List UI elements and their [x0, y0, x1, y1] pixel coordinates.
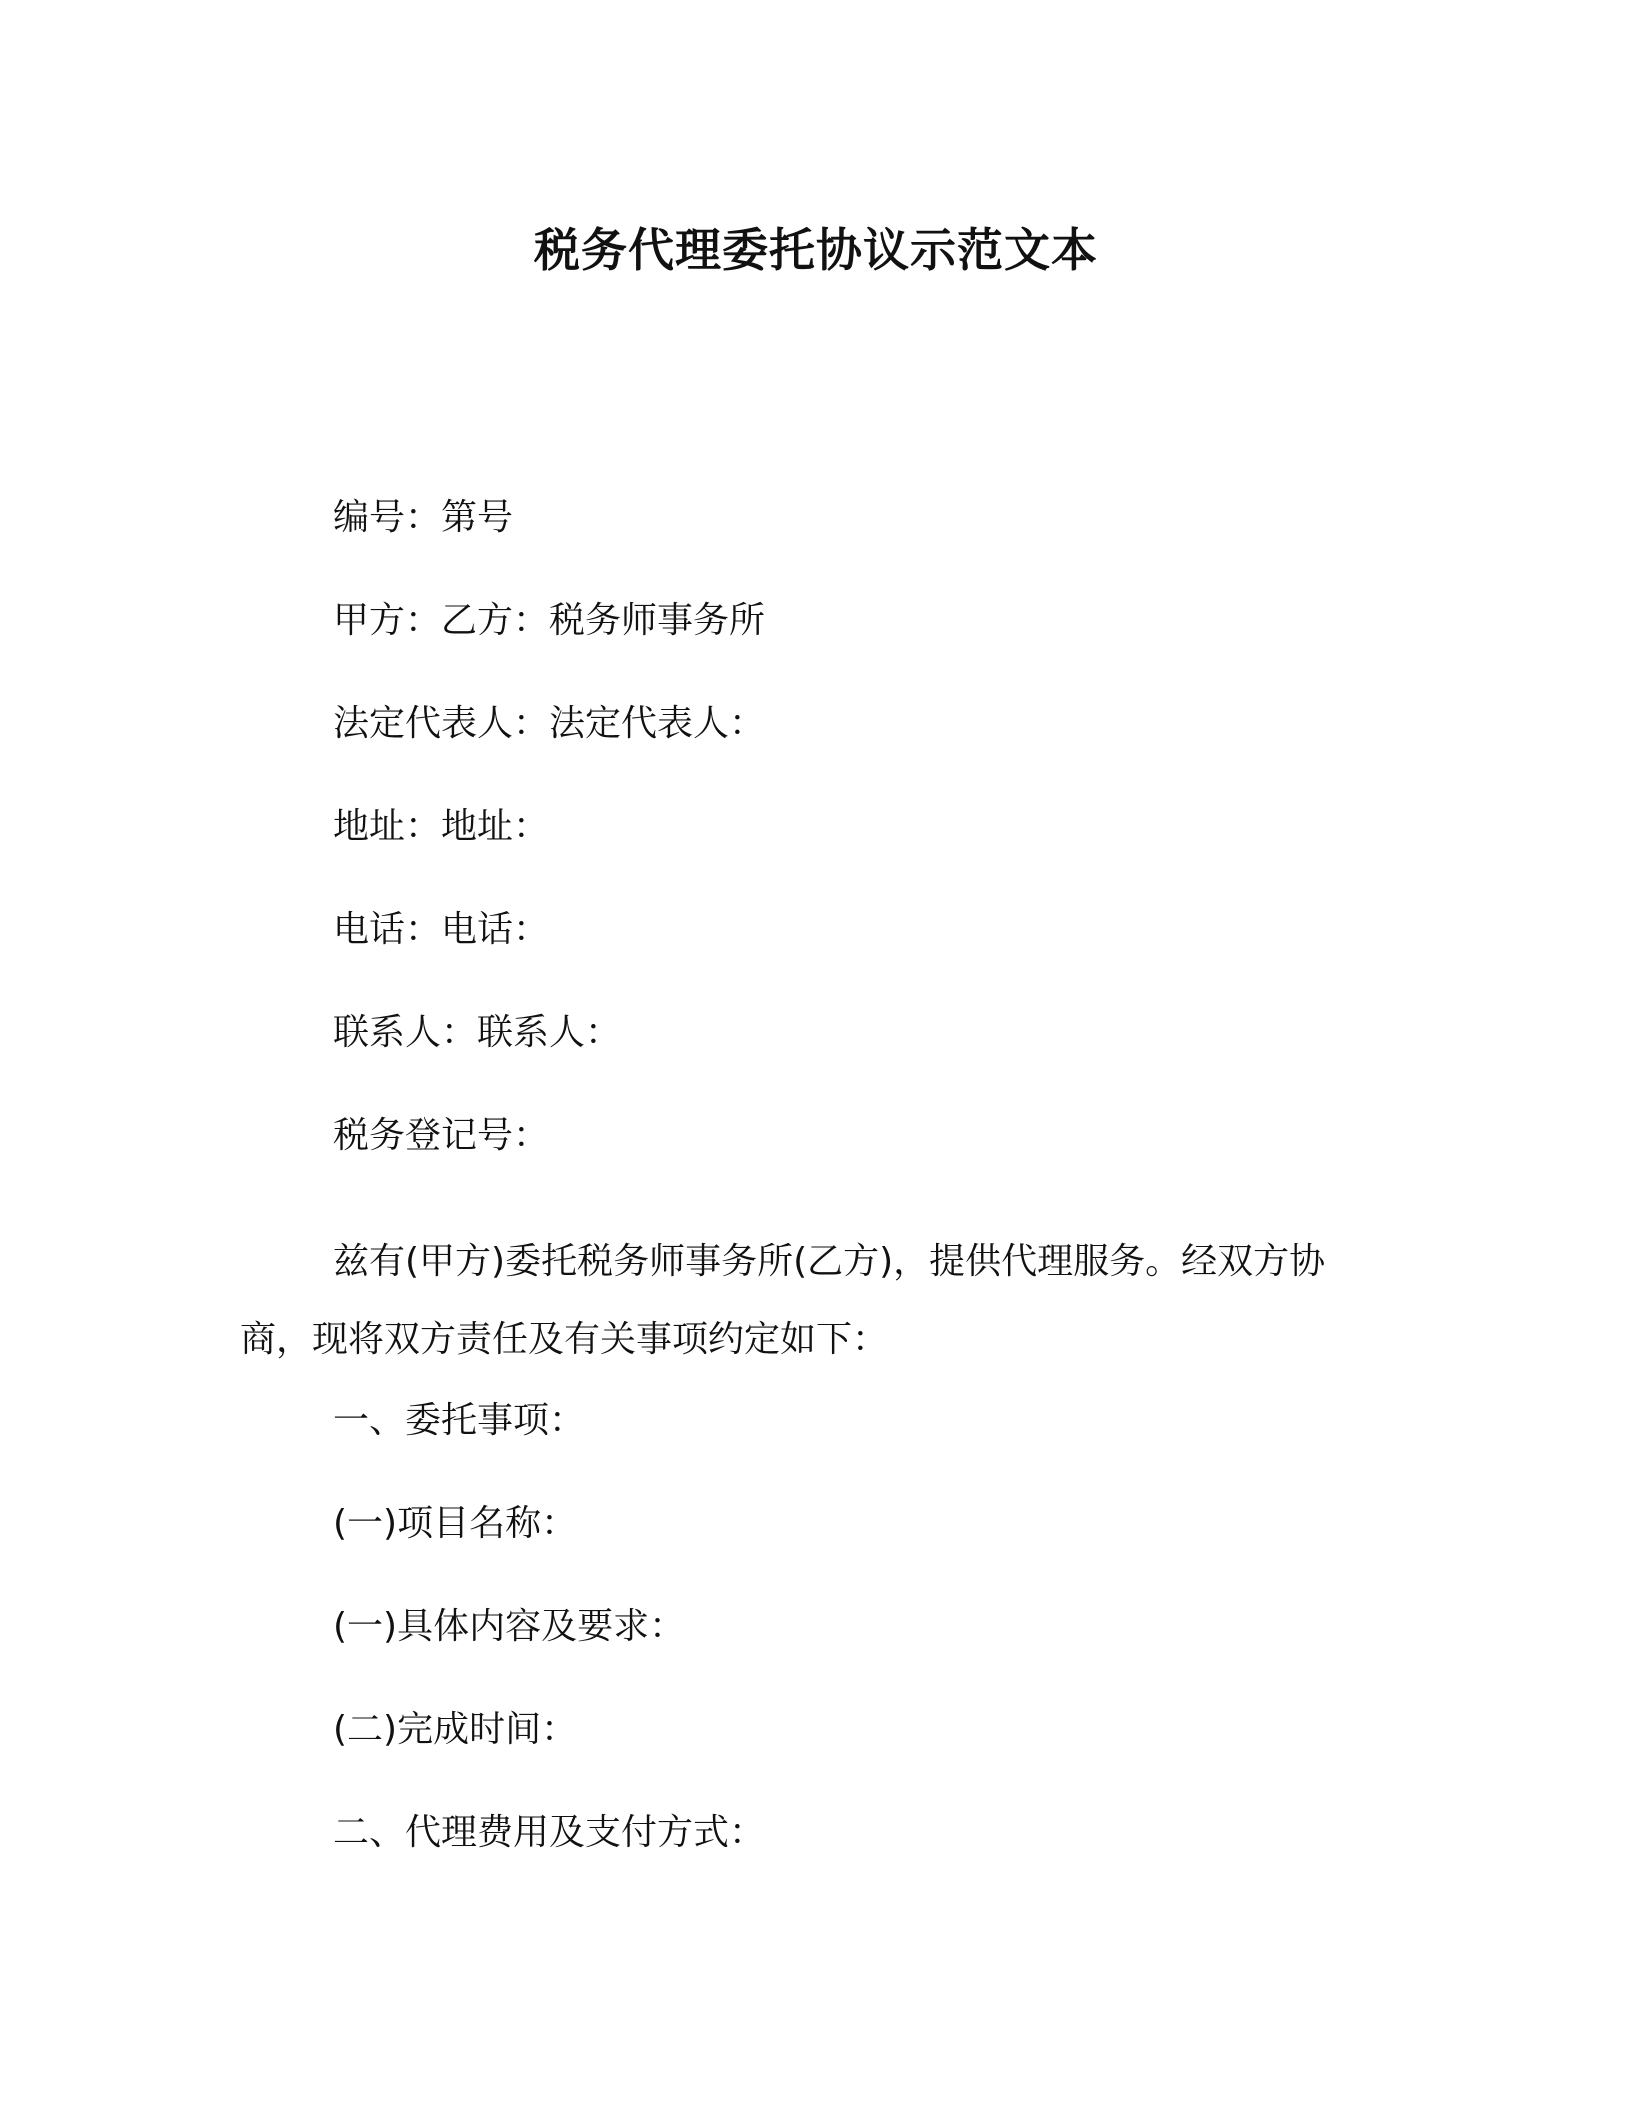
section-fees-payment: 二、代理费用及支付方式：: [333, 1812, 766, 1853]
section-project-name: (一)项目名称：: [333, 1503, 578, 1544]
section-completion-time: (二)完成时间：: [333, 1709, 578, 1750]
contact-person-line: 联系人：联系人：: [333, 1012, 622, 1053]
phone-line: 电话：电话：: [333, 909, 550, 950]
tax-registration-line: 税务登记号：: [333, 1115, 550, 1156]
section-entrusted-matters: 一、委托事项：: [333, 1400, 586, 1441]
document-title: 税务代理委托协议示范文本: [534, 223, 1098, 277]
section-content-requirements: (一)具体内容及要求：: [333, 1606, 686, 1647]
intro-paragraph: 兹有(甲方)委托税务师事务所(乙方)，提供代理服务。经双方协商，现将双方责任及有关事项约定如下：: [240, 1241, 1326, 1360]
parties-line: 甲方：乙方：税务师事务所: [333, 600, 766, 641]
contract-number-line: 编号：第号: [333, 497, 514, 538]
legal-representative-line: 法定代表人：法定代表人：: [333, 703, 766, 744]
address-line: 地址：地址：: [333, 806, 550, 847]
